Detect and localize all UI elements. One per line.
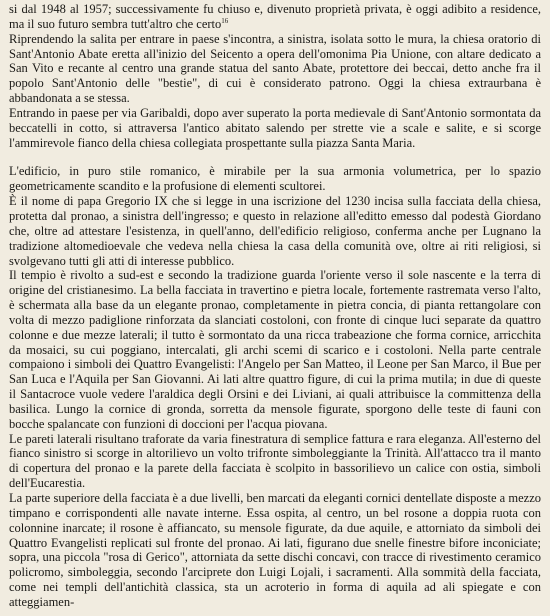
paragraph-via-garibaldi: Entrando in paese per via Garibaldi, dopo aver superato la porta medievale di Sant'Antonio sormontata da beccatelli in cotto, si attraversa l'antico abitato salendo per strette vie a scale e salite, e si scorge l'ammirevole fianco della chiesa collegiata prospettante sulla piazza Santa Maria. bbox=[9, 105, 541, 150]
paragraph-gregorio-ix: È il nome di papa Gregorio IX che si legge in una iscrizione del 1230 incisa sulla facciata della chiesa, protetta dal pronao, a sinistra dell'ingresso; e questo in relazione all'editto emesso dal podestà Giordano che, oltre ad attestare l'esistenza, in quell'anno, dell'edificio religioso, conferma anche per Lugnano la tradizione altomedioevale che vedeva nella chiesa la casa della comunità ove, oltre ai riti religiosi, si svolgevano tutti gli atti di interesse pubblico. bbox=[9, 194, 541, 268]
paragraph-pareti-laterali: Le pareti laterali risultano traforate da varia finestratura di semplice fattura e rara eleganza. All'esterno del fianco sinistro si scorge in altorilievo un volto trifronte simboleggiante la Trinità. All'attacco tra il manto di copertura del pronao e la parete della facciata è scolpito in bassorilievo un calice con ostia, simboli dell'Eucarestia. bbox=[9, 431, 541, 491]
paragraph-facciata-pronao: Il tempio è rivolto a sud-est e secondo la tradizione guarda l'oriente verso il sole nascente e la terra di origine del cristianesimo. La bella facciata in travertino e pietra locale, fortemente rastremata verso l'alto, è schermata alla base da un elegante pronao, completamente in pietra concia, di pianta rettangolare con volta di mezzo padiglione rinforzata da slanciati costoloni, con fronte di cinque luci separate da quattro colonne e due mezze laterali; il tutto è sormontato da una ricca trabeazione che forma cornice, arricchita da mosaici, su cui poggiano, intercalati, gli archi scemi di scarico e i costoloni. Nella parte centrale compaiono i simboli dei Quattro Evangelisti: l'Angelo per San Matteo, il Leone per San Marco, il Bue per San Luca e l'Aquila per San Giovanni. Ai lati altre quattro figure, di cui la prima mutila; in due di queste il Santacroce vuole vedere l'araldica degli Orsini e dei Liviani, ai quali attribuisce la committenza della basilica. Lungo la cornice di gronda, sorretta da mensole figurate, sporgono delle teste di fauni con bocche spalancate con funzioni di doccioni per l'acqua piovana. bbox=[9, 268, 541, 431]
footnote-reference: 16 bbox=[221, 16, 229, 25]
paragraph-parte-superiore: La parte superiore della facciata è a due livelli, ben marcati da eleganti cornici dentellate disposte a mezzo timpano e corrispondenti alle navate interne. Essa ospita, al centro, un bel rosone a doppia ruota con colonnine inarcate; il rosone è affiancato, su mensole figurate, da due aquile, e attorniato da simboli dei Quattro Evangelisti replicati sul fronte del pronao. Ai lati, figurano due snelle finestre bifore inconiciate; sopra, una piccola "rosa di Gerico", attorniata da sette dischi concavi, con tracce di rivestimento ceramico policromo, simboleggia, secondo l'arciprete don Luigi Lojali, i sacramenti. Alla sommità della facciata, come nei templi dell'antichità classica, sta un acroterio in forma di aquila ad ali spiegate e con atteggiamen- bbox=[9, 491, 541, 609]
paragraph-residence bbox=[9, 2, 541, 32]
paragraph-sant-antonio-abate: Riprendendo la salita per entrare in paese s'incontra, a sinistra, isolata sotto le mura, la chiesa oratorio di Sant'Antonio Abate eretta all'inizio del Seicento a opera dell'omonima Pia Unione, con altare dedicato a San Vito e recante al centro una grande statua del santo Abate, protettore dei beccai, detto anche fra il popolo Sant'Antonio delle "bestie", di cui è considerato patrono. Oggi la chiesa extraurbana è abbandonata a se stessa. bbox=[9, 31, 541, 106]
paragraph-stile-romanico: L'edificio, in puro stile romanico, è mirabile per la sua armonia volumetrica, per lo spazio geometricamente scandito e la profusione di elementi scultorei. bbox=[9, 164, 541, 194]
section-gap bbox=[9, 150, 541, 164]
paragraph-residence-text: si dal 1948 al 1957; successivamente fu chiuso e, divenuto proprietà privata, è oggi adibito a residence, ma il suo futuro sembra tutt'altro che certo bbox=[9, 2, 541, 31]
